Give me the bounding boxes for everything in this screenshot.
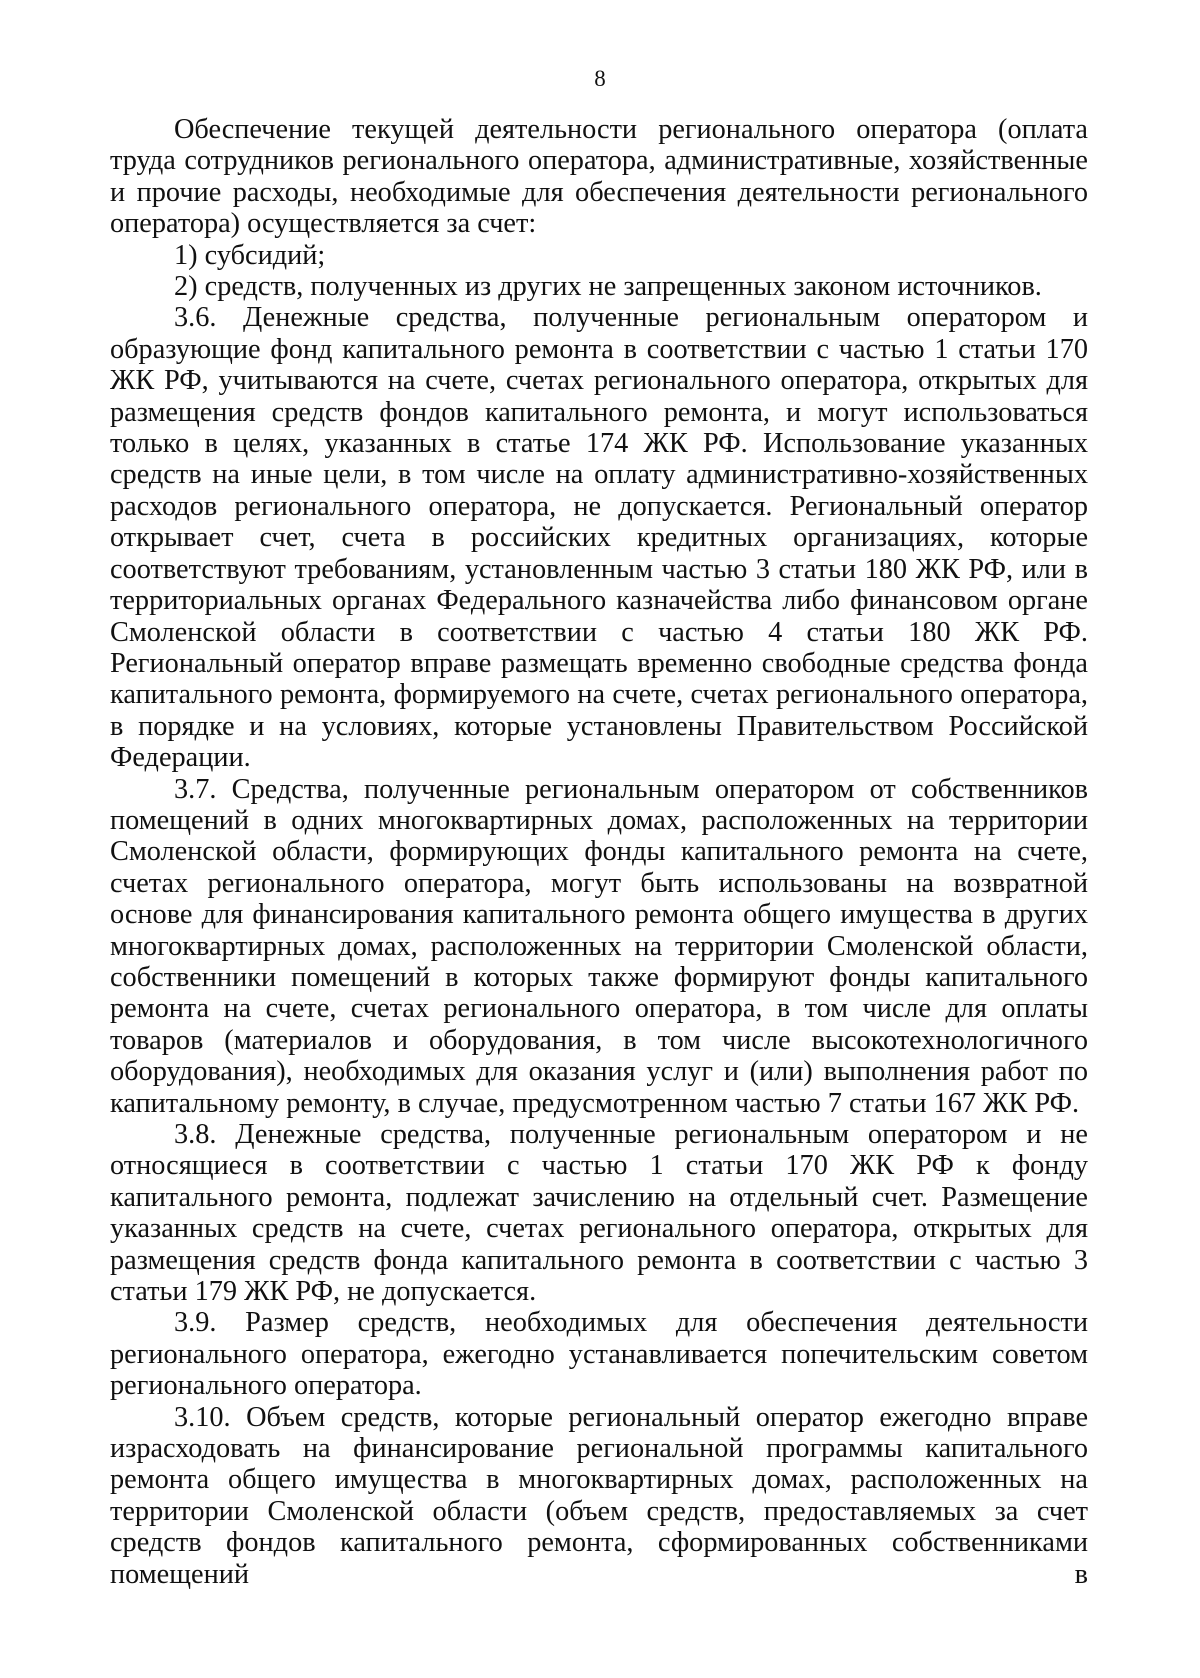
paragraph-3-8: 3.8. Денежные средства, полученные региональным оператором и не относящиеся в соответствии с частью 1 статьи 170 ЖК РФ к фонду капитального ремонта, подлежат зачислению на отдельный счет. Размещение указанных средств на счете, счетах регионального оператора, открытых для размещения средств фонда капитального ремонта в соответствии с частью 3 статьи 179 ЖК РФ, не допускается.	[110, 1119, 1088, 1308]
paragraph-current-activity-funding: Обеспечение текущей деятельности регионального оператора (оплата труда сотрудников регионального оператора, административные, хозяйственные и прочие расходы, необходимые для обеспечения деятельности регионального оператора) осуществляется за счет:	[110, 114, 1088, 240]
document-body	[110, 114, 1088, 1590]
page-number: 8	[594, 66, 606, 91]
paragraph-3-6: 3.6. Денежные средства, полученные региональным оператором и образующие фонд капитального ремонта в соответствии с частью 1 статьи 170 ЖК РФ, учитываются на счете, счетах регионального оператора, открытых для размещения средств фондов капитального ремонта, и могут использоваться только в целях, указанных в статье 174 ЖК РФ. Использование указанных средств на иные цели, в том числе на оплату административно-хозяйственных расходов регионального оператора, не допускается. Региональный оператор открывает счет, счета в российских кредитных организациях, которые соответствуют требованиям, установленным частью 3 статьи 180 ЖК РФ, или в территориальных органах Федерального казначейства либо финансовом органе Смоленской области в соответствии с частью 4 статьи 180 ЖК РФ. Региональный оператор вправе размещать временно свободные средства фонда капитального ремонта, формируемого на счете, счетах регионального оператора, в порядке и на условиях, которые установлены Правительством Российской Федерации.	[110, 302, 1088, 774]
list-item-other-sources: 2) средств, полученных из других не запрещенных законом источников.	[174, 271, 1042, 303]
paragraph-3-10: 3.10. Объем средств, которые региональный оператор ежегодно вправе израсходовать на финансирование региональной программы капитального ремонта общего имущества в многоквартирных домах, расположенных на территории Смоленской области (объем средств, предоставляемых за счет средств фондов капитального ремонта, сформированных собственниками помещений в	[110, 1401, 1088, 1590]
paragraph-3-9: 3.9. Размер средств, необходимых для обеспечения деятельности регионального оператора, ежегодно устанавливается попечительским советом регионального оператора.	[110, 1307, 1088, 1402]
paragraph-3-7: 3.7. Средства, полученные региональным оператором от собственников помещений в одних многоквартирных домах, расположенных на территории Смоленской области, формирующих фонды капитального ремонта на счете, счетах регионального оператора, могут быть использованы на возвратной основе для финансирования капитального ремонта общего имущества в других многоквартирных домах, расположенных на территории Смоленской области, собственники помещений в которых также формируют фонды капитального ремонта на счете, счетах регионального оператора, в том числе для оплаты товаров (материалов и оборудования, в том числе высокотехнологичного оборудования), необходимых для оказания услуг и (или) выполнения работ по капитальному ремонту, в случае, предусмотренном частью 7 статьи 167 ЖК РФ.	[110, 773, 1088, 1119]
list-item-subsidies: 1) субсидий;	[174, 239, 326, 271]
